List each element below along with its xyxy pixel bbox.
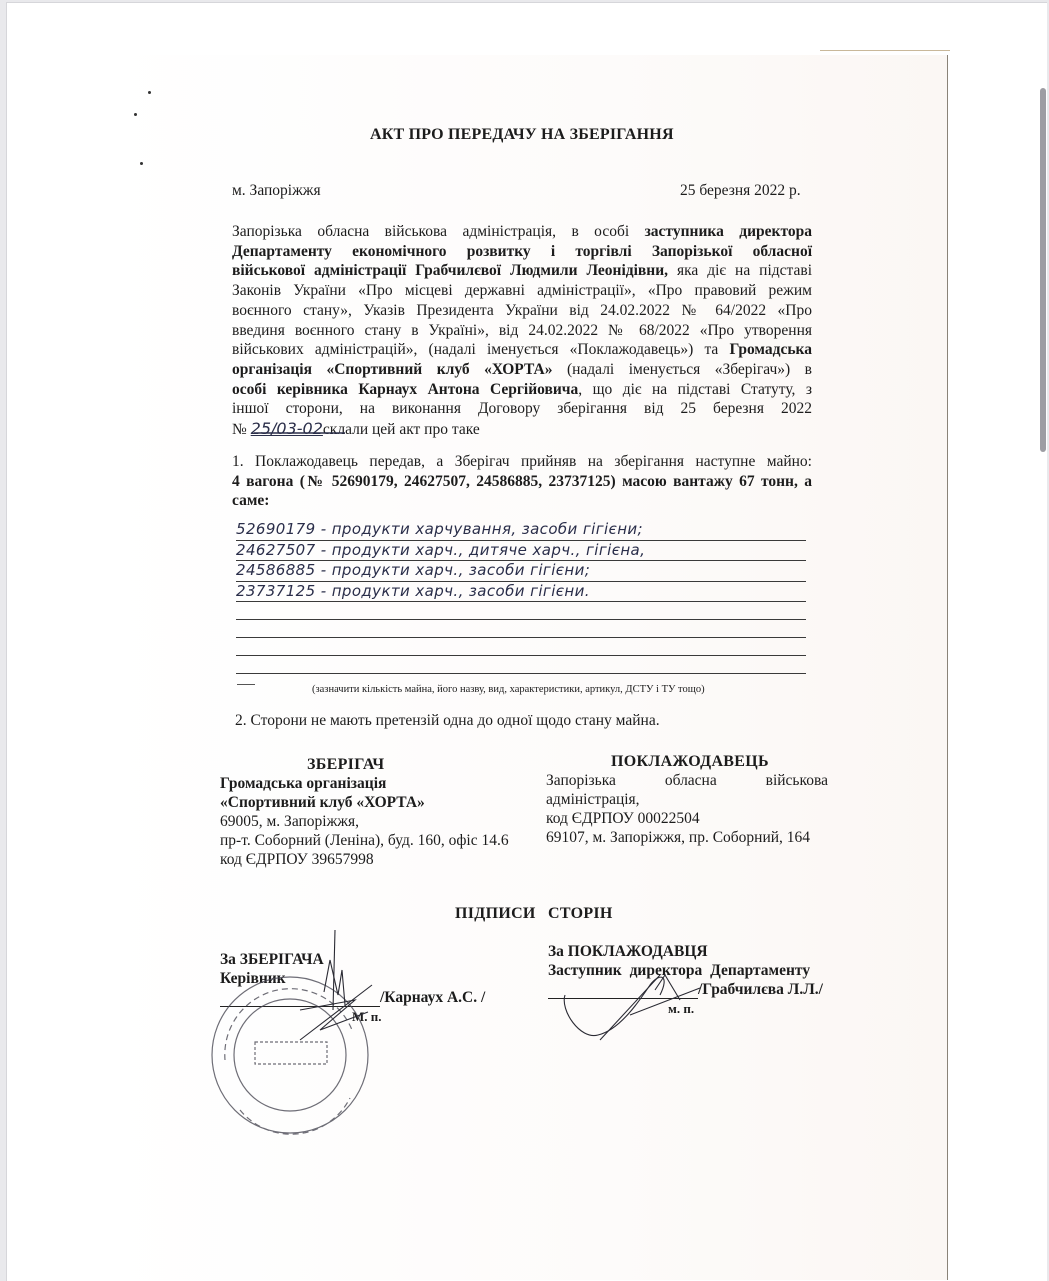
depositor-position: Заступник директора Департаменту (548, 962, 811, 979)
preamble-line (232, 321, 812, 341)
handwritten-row: 52690179 - продукти харчування, засоби гігієни; (236, 520, 806, 541)
preamble-text: Департаменту економічного розвитку і торгівлі Запорізької обласної (232, 242, 812, 260)
custodian-seal-mark: М. п. (352, 1009, 382, 1024)
preamble-text: іншої сторони, на виконання Договору зберігання від 25 березня 2022 (232, 400, 812, 418)
preamble-text: Законів України «Про місцеві державні адміністрації», «Про правовий режим (232, 282, 812, 300)
custodian-name-2: «Спортивний клуб «ХОРТА» (220, 794, 425, 811)
custodian-edrpou: код ЄДРПОУ 39657998 (220, 851, 374, 868)
custodian-block (220, 755, 509, 869)
depositor-heading: ПОКЛАЖОДАВЕЦЬ (611, 753, 769, 770)
item-1-line: 1. Поклажодавець передав, а Зберігач прийняв на зберігання наступне майно: (232, 453, 812, 470)
scrollbar-thumb[interactable] (1040, 88, 1046, 452)
scan-speck (140, 162, 143, 165)
scan-speck (148, 91, 151, 94)
preamble-line (232, 242, 812, 262)
preamble-line (232, 222, 812, 242)
preamble-line (232, 380, 812, 400)
item-1-same: саме: (232, 492, 270, 509)
preamble-text: Громадська (729, 341, 812, 359)
preamble-line (232, 399, 812, 419)
preamble-line (232, 340, 812, 360)
item-1 (232, 452, 812, 511)
custodian-address-2: пр-т. Соборний (Леніна), буд. 160, офіс 14.6 (220, 832, 509, 849)
preamble-line (232, 281, 812, 301)
handwritten-row: 23737125 - продукти харч., засоби гігієни. (236, 582, 806, 603)
depositor-edrpou: код ЄДРПОУ 00022504 (546, 810, 700, 827)
preamble-text: організація «Спортивний клуб «ХОРТА» (232, 360, 553, 378)
preamble-line (232, 301, 812, 321)
preamble-text: введиня воєнного стану в Україні», від 24.02.2022 № 68/2022 «Про утворення (232, 321, 812, 339)
scan-speck (134, 113, 137, 116)
depositor-for: За ПОКЛАЖОДАВЦЯ (548, 943, 708, 960)
custodian-address-1: 69005, м. Запоріжжя, (220, 813, 360, 830)
preamble-text: воєнного стану», Указів Президента України від 24.02.2022 № 64/2022 «Про (232, 301, 812, 319)
depositor-signature-block (548, 942, 823, 1018)
depositor-name-1 (546, 771, 828, 790)
document-date: 25 березня 2022 р. (680, 182, 801, 199)
custodian-for: За ЗБЕРІГАЧА (220, 951, 324, 968)
property-list (236, 520, 806, 674)
depositor-signer-name: /Грабчилєва Л.Л./ (698, 981, 823, 998)
preamble-text: яка діє на підставі (668, 262, 812, 280)
depositor-seal-mark: м. п. (668, 1001, 695, 1016)
document-title: АКТ ПРО ПЕРЕДАЧУ НА ЗБЕРІГАННЯ (370, 126, 674, 143)
contract-number-prefix: № (232, 421, 251, 439)
word: обласна (664, 772, 717, 789)
preamble-text: військової адміністрації Грабчилєвої Людмили Леонідівни, (232, 262, 669, 280)
page-edge (820, 50, 950, 51)
contract-number-handwritten: 25/03-02 (250, 419, 323, 439)
empty-row (236, 656, 806, 674)
item-2: 2. Сторони не мають претензій одна до одної щодо стану майна. (235, 712, 660, 729)
custodian-position: Керівник (220, 970, 286, 987)
empty-row (236, 638, 806, 656)
preamble-paragraph (232, 222, 812, 440)
contract-number-line (232, 419, 812, 440)
contract-tail: склали цей акт про таке (322, 421, 480, 439)
empty-row (236, 620, 806, 638)
custodian-name-1: Громадська організація (220, 775, 387, 792)
preamble-text: (надалі іменується «Зберігач») в (552, 360, 812, 378)
preamble-text: заступника директора (644, 223, 812, 240)
custodian-heading: ЗБЕРІГАЧ (307, 756, 385, 773)
empty-row (236, 602, 806, 620)
item-1-wagons: 4 вагона (№ 52690179, 24627507, 24586885, 23737125) масою вантажу 67 тонн, а (232, 472, 812, 490)
handwritten-row: 24586885 - продукти харч., засоби гігієни; (236, 561, 806, 582)
preamble-text: Запорізька обласна військова адміністрація, в особі (232, 223, 645, 240)
preamble-text: особі керівника Карнаух Антона Сергійовича (232, 380, 579, 398)
custodian-signature-block (220, 950, 485, 1026)
depositor-address: 69107, м. Запоріжжя, пр. Соборний, 164 (546, 829, 811, 846)
fill-note: (зазначити кількість майна, його назву, вид, характеристики, артикул, ДСТУ і ТУ тощо) (312, 684, 705, 695)
word: військова (765, 772, 828, 789)
preamble-line (232, 360, 812, 380)
preamble-line (232, 261, 812, 281)
custodian-signer-name: /Карнаух А.С. / (380, 989, 486, 1006)
document-city: м. Запоріжжя (232, 182, 321, 199)
depositor-name-2: адміністрація, (546, 791, 640, 808)
preamble-text: військових адміністрацій», (надалі іменується «Поклажодавець») та (232, 341, 730, 359)
preamble-text: , що діє на підставі Статуту, з (578, 380, 812, 398)
depositor-block (546, 752, 828, 847)
handwritten-row: 24627507 - продукти харч., дитяче харч., гігієна, (236, 541, 806, 562)
word: Запорізька (546, 772, 616, 789)
dash-mark (237, 684, 255, 685)
signatures-title: ПІДПИСИ СТОРІН (455, 905, 613, 922)
